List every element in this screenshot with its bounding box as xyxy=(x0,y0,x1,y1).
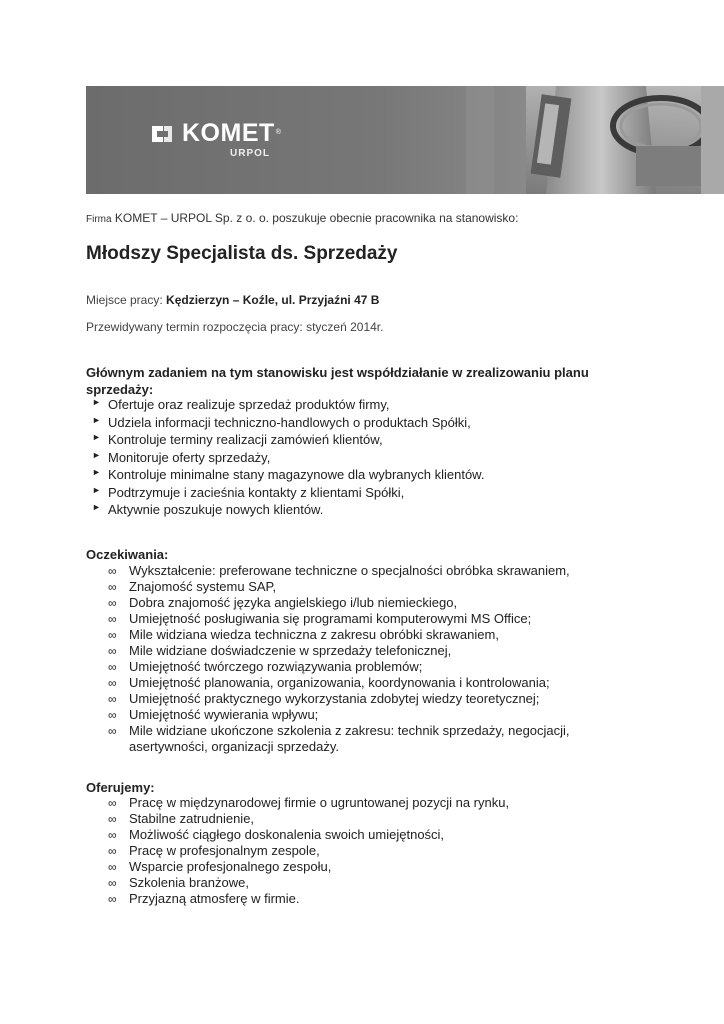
infinity-bullet-icon: ∞ xyxy=(108,580,117,594)
tasks-heading xyxy=(86,364,589,398)
list-item: ∞ Dobra znajomość języka angielskiego i/lub niemieckiego, xyxy=(108,595,458,610)
list-item: ► Aktywnie poszukuje nowych klientów. xyxy=(86,501,484,519)
infinity-bullet-icon: ∞ xyxy=(108,628,117,642)
offer-list xyxy=(86,795,509,907)
list-item: ► Udziela informacji techniczno-handlowych o produktach Spółki, xyxy=(86,414,484,432)
logo-brand: KOMET® xyxy=(182,119,282,147)
list-item: ∞ Stabilne zatrudnienie, xyxy=(108,811,255,826)
list-item: ∞ Mile widziana wiedza techniczna z zakresu obróbki skrawaniem, xyxy=(108,627,499,642)
list-item: ∞ Umiejętność twórczego rozwiązywania problemów; xyxy=(108,659,423,674)
intro-line xyxy=(86,211,518,225)
komet-logo-icon xyxy=(152,124,172,144)
list-item: ∞ Pracę w profesjonalnym zespole, xyxy=(108,843,320,858)
list-item: ∞ Pracę w międzynarodowej firmie o ugruntowanej pozycji na rynku, xyxy=(108,795,510,810)
infinity-bullet-icon: ∞ xyxy=(108,612,117,626)
tasks-heading-line-1: Głównym zadaniem na tym stanowisku jest współdziałanie w zrealizowaniu planu xyxy=(86,365,589,380)
expectations-heading: Oczekiwania: xyxy=(86,547,169,562)
list-item-continuation: asertywności, organizacji sprzedaży. xyxy=(129,739,340,754)
triangle-bullet-icon: ► xyxy=(92,484,101,495)
list-item: ∞ Szkolenia branżowe, xyxy=(108,875,249,890)
infinity-bullet-icon: ∞ xyxy=(108,596,117,610)
list-item: ∞ Możliwość ciągłego doskonalenia swoich umiejętności, xyxy=(108,827,445,842)
header-banner xyxy=(86,86,724,194)
list-item: ∞ Mile widziane ukończone szkolenia z zakresu: technik sprzedaży, negocjacji, xyxy=(108,723,570,738)
list-item: ∞ Przyjazną atmosferę w firmie. xyxy=(108,891,300,906)
infinity-bullet-icon: ∞ xyxy=(108,708,117,722)
infinity-bullet-icon: ∞ xyxy=(108,660,117,674)
location-line xyxy=(86,293,379,307)
tasks-list xyxy=(86,396,484,519)
intro-text: KOMET – URPOL Sp. z o. o. poszukuje obecnie pracownika na stanowisko: xyxy=(114,211,519,225)
infinity-bullet-icon: ∞ xyxy=(108,676,117,690)
list-item: ► Monitoruje oferty sprzedaży, xyxy=(86,449,484,467)
expectations-list xyxy=(86,563,570,755)
infinity-bullet-icon: ∞ xyxy=(108,844,117,858)
triangle-bullet-icon: ► xyxy=(92,432,101,442)
infinity-bullet-icon: ∞ xyxy=(108,812,117,826)
infinity-bullet-icon: ∞ xyxy=(108,724,117,738)
triangle-bullet-icon: ► xyxy=(92,467,101,477)
infinity-bullet-icon: ∞ xyxy=(108,564,117,578)
list-item: ∞ Wsparcie profesjonalnego zespołu, xyxy=(108,859,332,874)
list-item: ∞ Wykształcenie: preferowane techniczne o specjalności obróbka skrawaniem, xyxy=(108,563,570,578)
infinity-bullet-icon: ∞ xyxy=(108,828,117,842)
company-logo xyxy=(152,120,281,146)
list-item: ∞ Umiejętność wywierania wpływu; xyxy=(108,707,319,722)
tasks-heading-line-2: sprzedaży: xyxy=(86,382,154,397)
infinity-bullet-icon: ∞ xyxy=(108,892,117,906)
triangle-bullet-icon: ► xyxy=(92,449,101,460)
list-item: ► Kontroluje terminy realizacji zamówień klientów, xyxy=(86,431,484,449)
intro-prefix: Firma xyxy=(86,214,112,225)
triangle-bullet-icon: ► xyxy=(92,502,101,512)
tool-image xyxy=(406,86,724,194)
location-value: Kędzierzyn – Koźle, ul. Przyjaźni 47 B xyxy=(166,293,380,307)
infinity-bullet-icon: ∞ xyxy=(108,860,117,874)
triangle-bullet-icon: ► xyxy=(92,414,101,425)
location-label: Miejsce pracy: xyxy=(86,293,163,307)
list-item: ∞ Umiejętność planowania, organizowania, koordynowania i kontrolowania; xyxy=(108,675,550,690)
start-date-line: Przewidywany termin rozpoczęcia pracy: styczeń 2014r. xyxy=(86,320,384,334)
list-item: ► Kontroluje minimalne stany magazynowe dla wybranych klientów. xyxy=(86,466,484,484)
logo-subtitle: URPOL xyxy=(230,148,270,159)
page-title: Młodszy Specjalista ds. Sprzedaży xyxy=(86,243,398,264)
list-item: ► Ofertuje oraz realizuje sprzedaż produktów firmy, xyxy=(86,396,484,414)
list-item: ∞ Umiejętność posługiwania się programami komputerowymi MS Office; xyxy=(108,611,532,626)
list-item: ∞ Znajomość systemu SAP, xyxy=(108,579,277,594)
infinity-bullet-icon: ∞ xyxy=(108,692,117,706)
offer-heading: Oferujemy: xyxy=(86,780,155,795)
infinity-bullet-icon: ∞ xyxy=(108,796,117,810)
list-item: ∞ Umiejętność praktycznego wykorzystania zdobytej wiedzy teoretycznej; xyxy=(108,691,540,706)
infinity-bullet-icon: ∞ xyxy=(108,876,117,890)
list-item: ∞ Mile widziane doświadczenie w sprzedaży telefonicznej, xyxy=(108,643,452,658)
list-item: ► Podtrzymuje i zacieśnia kontakty z klientami Spółki, xyxy=(86,484,484,502)
infinity-bullet-icon: ∞ xyxy=(108,644,117,658)
triangle-bullet-icon: ► xyxy=(92,397,101,407)
